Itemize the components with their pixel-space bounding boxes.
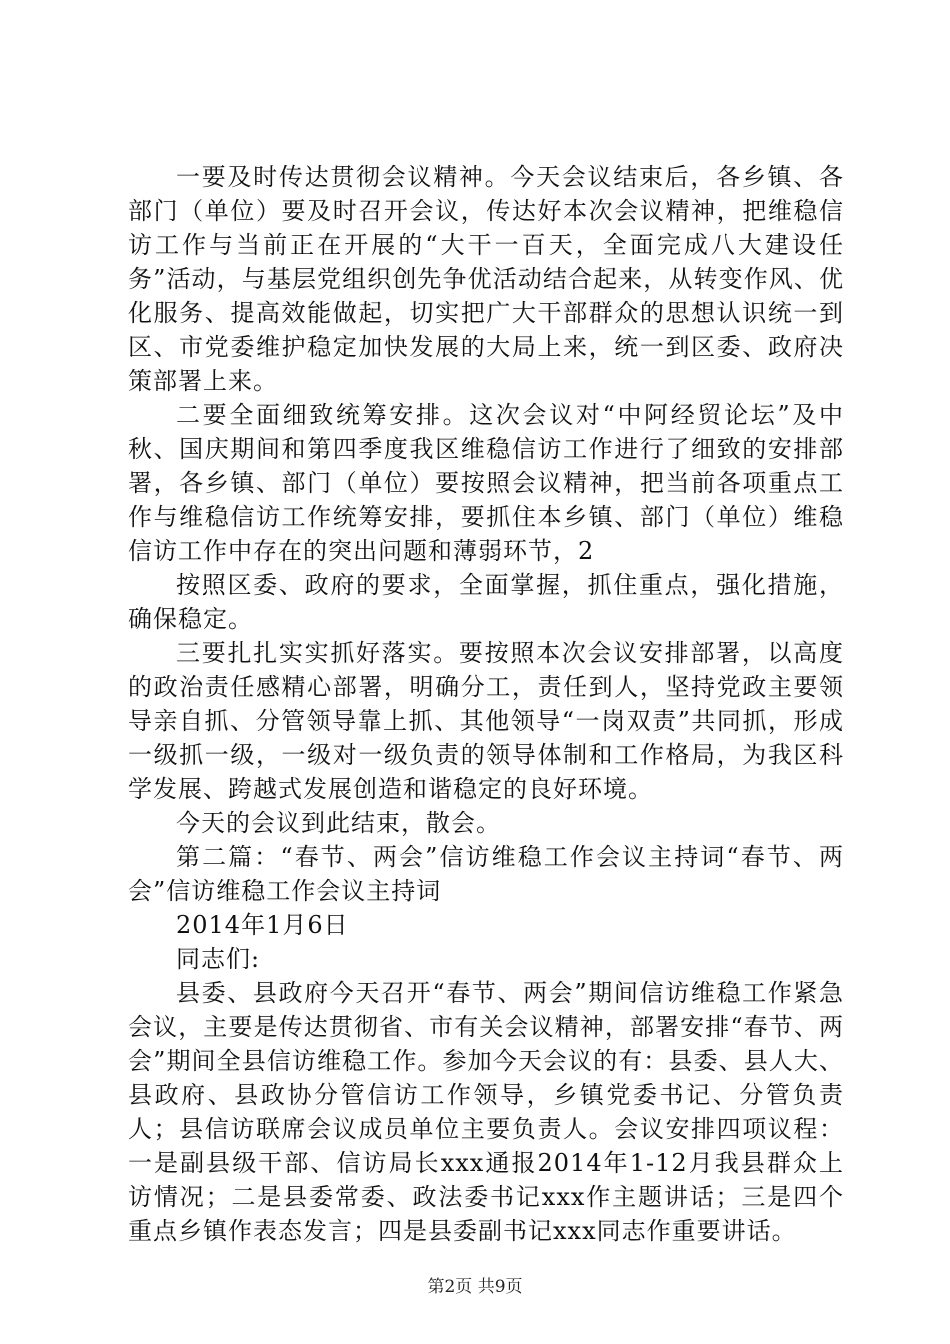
paragraph-6: 县委、县政府今天召开“春节、两会”期间信访维稳工作紧急会议，主要是传达贯彻省、市有关会议精神，部署安排“春节、两会”期间全县信访维稳工作。参加今天会议的有：县委、县人大、县政府、县政协分管信访工作领导，乡镇党委书记、分管负责人；县信访联席会议成员单位主要负责人。会议安排四项议程：一是副县级干部、信访局长xxx通报2014年1-12月我县群众上访情况；二是县委常委、政法委书记xxx作主题讲话；三是四个重点乡镇作表态发言；四是县委副书记xxx同志作重要讲话。: [128, 979, 844, 1245]
salutation: 同志们:: [176, 945, 261, 973]
paragraph-3: 按照区委、政府的要求，全面掌握，抓住重点，强化措施，确保稳定。: [128, 571, 844, 633]
date-line: 2014年1月6日: [176, 911, 349, 939]
page-footer: 第2页 共9页: [427, 1277, 523, 1297]
paragraph-1: 一要及时传达贯彻会议精神。今天会议结束后，各乡镇、各部门（单位）要及时召开会议，传达好本次会议精神，把维稳信访工作与当前正在开展的“大干一百天，全面完成八大建设任务”活动，与基层党组织创先争优活动结合起来，从转变作风、优化服务、提高效能做起，切实把广大干部群众的思想认识统一到区、市党委维护稳定加快发展的大局上来，统一到区委、政府决策部署上来。: [128, 163, 844, 395]
section-heading: 第二篇：“春节、两会”信访维稳工作会议主持词“春节、两会”信访维稳工作会议主持词: [128, 843, 844, 905]
document-body: [128, 160, 844, 1248]
paragraph-2: 二要全面细致统筹安排。这次会议对“中阿经贸论坛”及中秋、国庆期间和第四季度我区维稳信访工作进行了细致的安排部署，各乡镇、部门（单位）要按照会议精神，把当前各项重点工作与维稳信访工作统筹安排，要抓住本乡镇、部门（单位）维稳信访工作中存在的突出问题和薄弱环节，2: [128, 401, 844, 565]
paragraph-5: 今天的会议到此结束，散会。: [176, 809, 501, 837]
paragraph-4: 三要扎扎实实抓好落实。要按照本次会议安排部署，以高度的政治责任感精心部署，明确分工，责任到人，坚持党政主要领导亲自抓、分管领导靠上抓、其他领导“一岗双责”共同抓，形成一级抓一级，一级对一级负责的领导体制和工作格局，为我区科学发展、跨越式发展创造和谐稳定的良好环境。: [128, 639, 844, 803]
